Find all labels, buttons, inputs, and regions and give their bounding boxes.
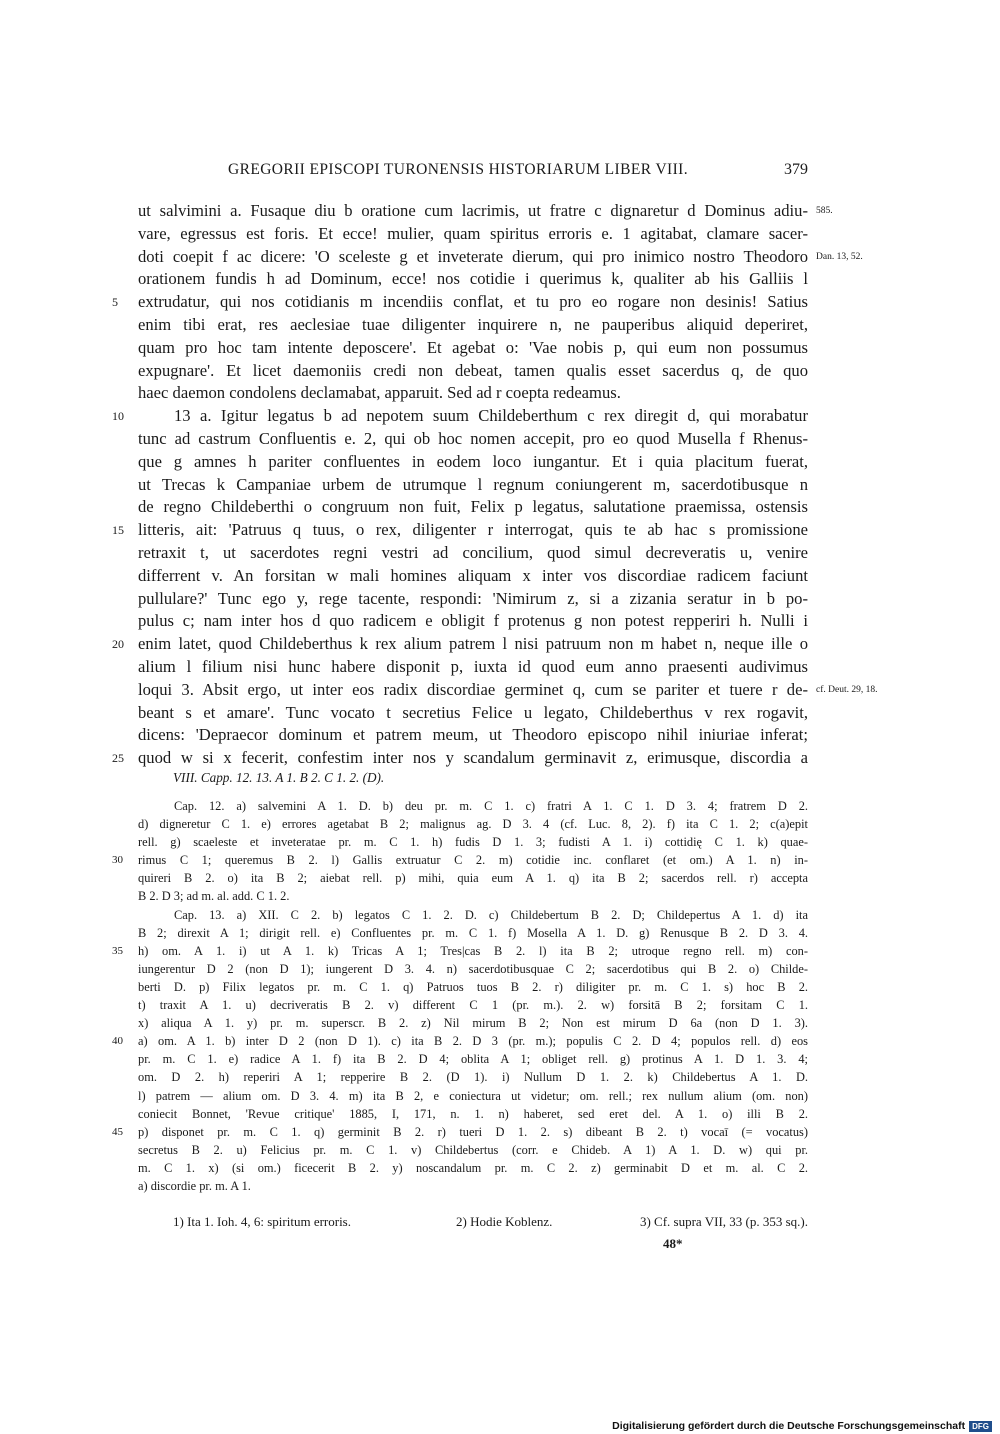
dfg-logo: DFG (969, 1421, 992, 1432)
apparatus-line (112, 1123, 808, 1141)
line-text: om. D 2. h) reperiri A 1; repperire B 2. (D 1). i) Nullum D 1. 2. k) Childebertus A 1. D. (138, 1070, 808, 1085)
line-text: pr. m. C 1. e) radice A 1. f) ita B 2. D 4; oblita A 1; obliget rell. g) protinus A 1. D 1. 3. 4; (138, 1052, 808, 1067)
line-text: Cap. 13. a) XII. C 2. b) legatos C 1. 2. D. c) Childebertum B 2. D; Childepertus A 1. d) ita (174, 907, 808, 922)
margin-note: Dan. 13, 52. (816, 251, 863, 262)
text-line (112, 633, 808, 656)
line-text: vare, egressus est foris. Et ecce! mulier, quam spiritus erroris e. 1 agitabat, clamare sacer- (138, 223, 808, 243)
critical-apparatus (112, 797, 808, 1195)
text-line (138, 200, 833, 223)
apparatus-line (112, 942, 808, 960)
line-number: 45 (112, 1125, 123, 1138)
line-text: a) discordie pr. m. A 1. (138, 1178, 251, 1193)
apparatus-line (112, 851, 808, 869)
line-text: x) aliqua A 1. y) pr. m. superscr. B 2. z) Nil mirum B 2; Non est mirum D 6a (non D 1. 3). (138, 1016, 808, 1031)
line-text: rimus C 1; queremus B 2. l) Gallis extruatur C 2. m) cotidie inc. conflaret (et om.) A 1. n) in- (138, 853, 808, 868)
apparatus-line (138, 1159, 808, 1177)
line-text: m. C 1. x) (si om.) ficecerit B 2. y) noscandalum pr. m. C 2. z) germinabit D et m. al. C 2. (138, 1160, 808, 1175)
text-line (138, 337, 808, 360)
text-line (138, 314, 808, 337)
line-text: alium l filium nisi hunc habere disponit p, iuxta id quod eum anno praesenti audivimus (138, 656, 808, 676)
text-line (138, 246, 863, 269)
line-text: d) digneretur C 1. e) errores agetabat B 2; malignus ag. D 3. 4 (cf. Luc. 8, 2). f) ita C 1. 2; c(a)epit (138, 817, 808, 832)
apparatus-line (138, 1050, 808, 1068)
line-text: secretus B 2. u) Felicius pr. m. C 1. v) Childebertus (corr. e Chideb. A 1) A 1. D. w) qui pr. (138, 1142, 808, 1157)
line-number: 40 (112, 1035, 123, 1048)
apparatus-line (138, 960, 808, 978)
apparatus-line (138, 833, 808, 851)
main-text-block (112, 200, 878, 770)
text-line (112, 519, 808, 542)
line-number: 35 (112, 944, 123, 957)
text-line (138, 542, 808, 565)
text-line (112, 405, 808, 428)
apparatus-line (138, 797, 808, 815)
text-line (138, 656, 808, 679)
text-line (138, 724, 808, 747)
apparatus-line (138, 978, 808, 996)
running-head (138, 161, 808, 185)
line-text: a) om. A 1. b) inter D 2 (non D 1). c) ita B 2. D 3 (pr. m.); populis C 2. D 4; populos rell. d) eos (138, 1034, 808, 1049)
page-number: 379 (784, 161, 808, 178)
line-text: differrent v. An forsitan w mali homines aliquam x inter vos discordiae radicem faciunt (138, 565, 808, 585)
line-text: enim latet, quod Childeberthus k rex alium patrem l nisi patruum non m habet n, neque ille o (138, 634, 808, 654)
footnote-3: 3) Cf. supra VII, 33 (p. 353 sq.). (639, 1214, 808, 1229)
apparatus-line (138, 1177, 808, 1195)
text-line (112, 291, 808, 314)
line-text: loqui 3. Absit ergo, ut inter eos radix discordiae germinet q, cum se pariter et tuere r de- (138, 679, 808, 699)
text-line (138, 428, 808, 451)
text-line (138, 679, 878, 702)
line-text: h) om. A 1. i) ut A 1. k) Tricas A 1; Tres|cas B 2. l) ita B 2; utroque regno rell. m) con- (138, 943, 808, 958)
line-text: pullulare?' Tunc ego y, rege tacente, respondi: 'Nimirum z, si a zizania seratur in b po- (138, 588, 808, 608)
line-text: ut Trecas k Campaniae urbem de utrumque l regnum coniungerent m, sacerdotibusque n (138, 474, 808, 494)
line-text: litteris, ait: 'Patruus q tuus, o rex, diligenter r interrogat, quis te ab hac s promissione (138, 520, 808, 540)
text-line (138, 565, 808, 588)
line-text: berti D. p) Filix legatos pr. m. C 1. q) Patruos tuos B 2. r) diligiter pr. m. C 1. s) hoc B 2. (138, 979, 808, 994)
line-text: quam pro hoc tam intente deposcere'. Et agebat o: 'Vae nobis p, qui eum non possumus (138, 337, 808, 357)
line-number: 5 (112, 295, 118, 310)
apparatus-line (138, 1068, 808, 1086)
text-line (138, 588, 808, 611)
apparatus-line (138, 887, 808, 905)
line-text: pulus c; nam inter hos d quo radicem e obligit f protenus g non potest repperiri h. Nulli i (138, 611, 808, 631)
line-text: rell. g) scaeleste et inveteratae pr. m. C 1. h) fudis D 1. 3; fudisti A 1. i) cottidię C 1. k) quae- (138, 835, 808, 850)
footnote-1: 1) Ita 1. Ioh. 4, 6: spiritum erroris. (173, 1214, 351, 1229)
line-text: de regno Childeberthi o congruum non fuit, Felix p legatus, salutatione praemissa, ostensis (138, 497, 808, 517)
text-line (112, 747, 808, 770)
line-text: orationem fundis h ad Dominum, ecce! nos cotidie i querimus k, qualiter ab his Galliis l (138, 269, 808, 289)
line-text: quod w si x fecerit, confestim inter nos y scandalum germinavit z, erimusque, discordia a (138, 748, 808, 768)
footnotes (173, 1214, 808, 1234)
credit-text: Digitalisierung gefördert durch die Deutsche Forschungsgemeinschaft (612, 1420, 966, 1432)
digitization-credit (612, 1419, 992, 1433)
line-text: iungerentur D 2 (non D 1); iungerent D 3. 4. n) sacerdotibusquae C 2; sacerdotibus qui B 2. o) Childe- (138, 961, 808, 976)
line-text: B 2. D 3; ad m. al. add. C 1. 2. (138, 889, 290, 904)
line-text: beant s et amare'. Tunc vocato t secretius Felice u legato, Childeberthus v rex rogavit, (138, 702, 808, 722)
apparatus-line (138, 815, 808, 833)
apparatus-line (138, 996, 808, 1014)
line-text: dicens: 'Depraecor dominum et patrem meum, ut Theodoro episcopo nihil iniuriae inferat; (138, 725, 808, 745)
line-text: expugnare'. Et licet daemoniis credi non debeat, tamen qualis esset sacerdus q, de quo (138, 360, 808, 380)
line-text: extrudatur, qui nos cotidianis m incendiis conflat, et tu pro eo rogare non desinis! Satius (138, 292, 808, 312)
text-line (138, 702, 808, 725)
line-text: retraxit t, ut sacerdotes regni vestri ad concilium, quod simul decreveratis u, venire (138, 542, 808, 562)
line-text: p) disponet pr. m. C 1. q) germinit B 2. r) tueri D 1. 2. s) dibeant B 2. t) vocaī (= vocatus) (138, 1124, 808, 1139)
line-text: 13 a. Igitur legatus b ad nepotem suum Childeberthum c rex diregit d, qui morabatur (174, 406, 808, 426)
line-text: Cap. 12. a) salvemini A 1. D. b) deu pr. m. C 1. c) fratri A 1. C 1. D 3. 4; fratrem D 2. (174, 799, 808, 813)
apparatus-line (138, 1105, 808, 1123)
line-text: enim tibi erat, res aeclesiae tuae diligenter inquirere n, ne pauperibus aliquid deperiret, (138, 314, 808, 334)
text-line (138, 474, 808, 497)
text-line (138, 268, 808, 291)
line-number: 15 (112, 523, 124, 538)
line-number: 30 (112, 854, 123, 867)
running-title: GREGORII EPISCOPI TURONENSIS HISTORIARUM LIBER VIII. (228, 161, 688, 178)
text-line (138, 451, 808, 474)
line-text: doti coepit f ac dicere: 'O sceleste g et inveterate dierum, qui pro inimico nostro Theodoro (138, 246, 808, 266)
signature-mark: 48* (663, 1236, 683, 1251)
margin-note: 585. (816, 206, 833, 216)
line-text: l) patrem — alium om. D 3. 4. m) ita B 2, e coniectura ut videtur; om. rell.; rex nullum alium (om. non) (138, 1088, 808, 1103)
footnote-2: 2) Hodie Koblenz. (456, 1214, 553, 1229)
line-text: haec daemon condolens declamabat, apparuit. Sed ad r coepta redeamus. (138, 383, 621, 403)
line-text: quireri B 2. o) ita B 2; aiebat rell. p) mihi, quia eum A 1. q) ita B 2; sacerdos rell. r) accepta (138, 871, 808, 886)
line-text: t) traxit A 1. u) decriveratis B 2. v) different C 1 (pr. m.). 2. w) forsitā B 2; forsitam C 1. (138, 998, 808, 1013)
apparatus-line (138, 1087, 808, 1105)
apparatus-heading: VIII. Capp. 12. 13. A 1. B 2. C 1. 2. (D). (173, 770, 385, 785)
line-text: tunc ad castrum Confluentis e. 2, qui ob hoc nomen accepit, pro eo quod Musella f Rhenus- (138, 428, 808, 448)
text-line (138, 496, 808, 519)
line-text: B 2; direxit A 1; dirigit rell. e) Confluentes pr. m. C 1. f) Mosella A 1. D. g) Renusque B 2. D 3. 4. (138, 925, 808, 940)
apparatus-line (138, 869, 808, 887)
text-line (138, 610, 808, 633)
line-number: 10 (112, 409, 124, 424)
line-number: 25 (112, 751, 124, 766)
apparatus-line (138, 906, 808, 924)
text-line (138, 223, 808, 246)
apparatus-line (138, 1141, 808, 1159)
line-text: coniecit Bonnet, 'Revue critique' 1885, I, 171, n. 1. n) haberet, sed eret del. A 1. o) illi B 2. (138, 1106, 808, 1121)
line-text: ut salvimini a. Fusaque diu b oratione cum lacrimis, ut fratre c dignaretur d Dominus adiu- (138, 201, 808, 220)
apparatus-line (138, 1014, 808, 1032)
text-line (138, 382, 808, 405)
margin-note: cf. Deut. 29, 18. (816, 684, 878, 695)
line-number: 20 (112, 637, 124, 652)
apparatus-line (138, 924, 808, 942)
apparatus-line (112, 1032, 808, 1050)
text-line (138, 360, 808, 383)
line-text: que g amnes h pariter confluentes in eodem loco iungantur. Et i quia placitum fuerat, (138, 451, 808, 471)
